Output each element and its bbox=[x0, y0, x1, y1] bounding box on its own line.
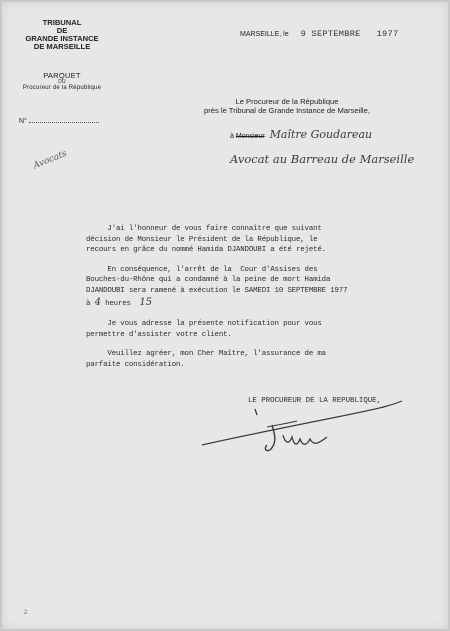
procureur-label: Procureur de la République bbox=[22, 85, 102, 92]
body-line: parfaite considération. bbox=[86, 360, 185, 369]
time-hour-handwritten: 4 bbox=[94, 297, 101, 309]
body-line: décision de Monsieur le Président de la République, le bbox=[86, 235, 318, 244]
reference-number-field bbox=[19, 118, 99, 125]
body-line: Je vous adresse la présente notification pour vous bbox=[86, 320, 322, 329]
recipient-line bbox=[230, 128, 372, 141]
body-line: recours en grâce du nommé Hamida DJANDOUBI a été rejeté. bbox=[86, 246, 326, 255]
court-line: GRANDE INSTANCE bbox=[25, 33, 99, 43]
recipient-title-handwritten: Avocat au Barreau de Marseille bbox=[230, 152, 415, 166]
date-day-month: 9 SEPTEMBRE bbox=[300, 29, 361, 39]
time-minutes-handwritten: 15 bbox=[139, 297, 152, 309]
number-label: N° bbox=[19, 118, 27, 125]
time-heures: heures bbox=[105, 300, 131, 309]
sender-line: Le Procureur de la République bbox=[235, 97, 339, 106]
parquet-header bbox=[2, 72, 122, 92]
recipient-prefix: à bbox=[230, 133, 234, 140]
du-label: DU bbox=[58, 78, 66, 85]
body-line: DJANDOUBI sera ramené à exécution le SAMEDI 10 SEPTEMBRE 1977 bbox=[86, 286, 348, 295]
body-line: permettre d'assister votre client. bbox=[86, 330, 232, 339]
paragraph-1 bbox=[86, 224, 436, 256]
body-line: J'ai l'honneur de vous faire connaître que suivant bbox=[86, 225, 322, 233]
signatory-title: LE PROCUREUR DE LA REPUBLIQUE, bbox=[248, 397, 382, 405]
number-dotted-line bbox=[29, 122, 99, 123]
handwritten-signature bbox=[197, 387, 407, 462]
body-line: En conséquence, l'arrêt de la Cour d'Assises des bbox=[86, 265, 318, 274]
court-line: DE MARSEILLE bbox=[33, 41, 91, 51]
execution-time-line bbox=[86, 296, 436, 310]
body-line: Veuillez agréer, mon Cher Maître, l'assurance de ma bbox=[86, 350, 326, 359]
corner-mark: 2 bbox=[24, 610, 28, 616]
court-line: TRIBUNAL bbox=[42, 18, 82, 27]
body-line: Bouches-du-Rhône qui a condamné à la peine de mort Hamida bbox=[86, 276, 331, 285]
paragraph-2 bbox=[86, 265, 436, 311]
court-header bbox=[2, 19, 122, 51]
date-place: MARSEILLE, le bbox=[240, 31, 289, 38]
paragraph-3 bbox=[86, 319, 436, 340]
time-prefix: à bbox=[86, 300, 91, 309]
letter-date bbox=[240, 29, 398, 39]
letter-body bbox=[86, 224, 436, 379]
court-line: DE bbox=[56, 25, 68, 35]
date-year: 1977 bbox=[376, 29, 399, 39]
parquet-label: PARQUET bbox=[43, 71, 81, 80]
sender-line: près le Tribunal de Grande Instance de Marseille, bbox=[204, 106, 370, 116]
monsieur-crossed: Monsieur bbox=[235, 133, 265, 140]
sender-block bbox=[152, 97, 422, 116]
recipient-name-handwritten: Maître Goudareau bbox=[269, 128, 373, 141]
letter-page bbox=[2, 2, 448, 629]
margin-annotation: Avocats bbox=[32, 148, 69, 172]
paragraph-4 bbox=[86, 349, 436, 370]
